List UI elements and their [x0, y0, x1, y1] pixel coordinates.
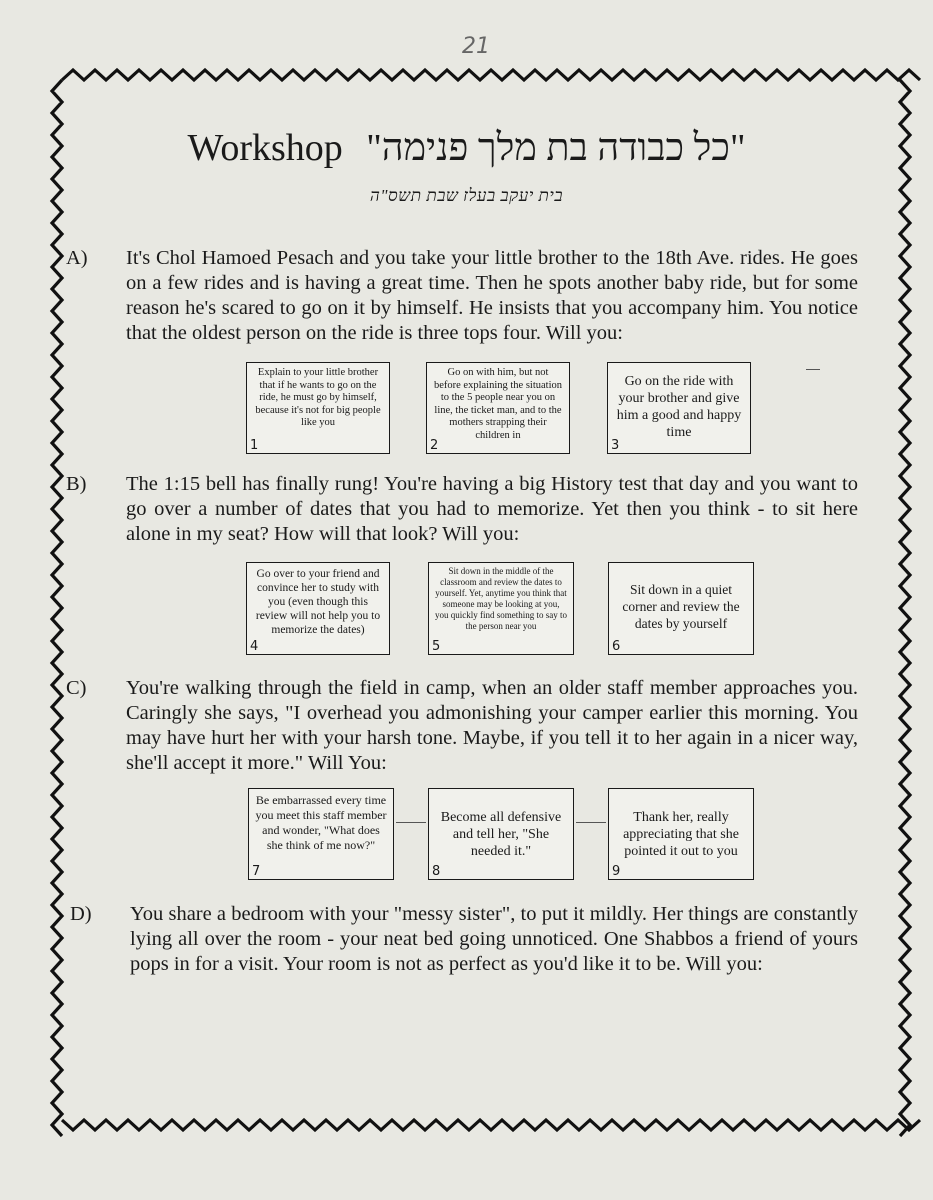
question-b — [66, 472, 858, 547]
divider-mark — [806, 369, 820, 370]
choice-box-9[interactable] — [608, 788, 754, 880]
choice-box-6[interactable] — [608, 562, 754, 655]
choice-text: Become all defensive and tell her, "She needed it." — [440, 810, 562, 859]
choice-number: 5 — [432, 639, 441, 654]
page-title — [0, 126, 933, 170]
choice-number: 4 — [250, 639, 259, 654]
choice-text: Sit down in the middle of the classroom and review the dates to yourself. Yet, anytime you think that someone may be looking at you, you quickly find something to say to the person near you — [435, 566, 567, 631]
choice-box-1[interactable] — [246, 362, 390, 454]
choice-number: 8 — [432, 864, 441, 879]
choice-text: Be embarrassed every time you meet this staff member and wonder, "What does she think of me now?" — [255, 793, 387, 852]
choice-box-8[interactable] — [428, 788, 574, 880]
question-a — [66, 246, 858, 346]
question-text: The 1:15 bell has finally rung! You're having a big History test that day and you want to go over a number of dates that you had to memorize. Yet then you think - to sit here alone in my seat? How will that look? Will you: — [126, 473, 858, 545]
choice-number: 7 — [252, 864, 261, 879]
choice-box-3[interactable] — [607, 362, 751, 454]
choice-number: 1 — [250, 438, 259, 453]
title-hebrew: "כל כבודה בת מלך פנימה" — [366, 127, 746, 169]
choice-text: Go over to your friend and convince her to study with you (even though this review will not help you to memorize the dates) — [255, 568, 381, 636]
question-text: It's Chol Hamoed Pesach and you take your little brother to the 18th Ave. rides. He goes on a few rides and is having a great time. Then he spots another baby ride, but for some reason he's scared to go on it by himself. He insists that you accompany him. You notice that the oldest person on the ride is three tops four. Will you: — [126, 247, 858, 344]
question-text: You're walking through the field in camp, when an older staff member approaches you. Caringly she says, "I overhead you admonishing your camper earlier this morning. You may have hurt her with your harsh tone. Maybe, if you tell it to her again in a nicer way, she'll accept it more." Will You: — [126, 677, 858, 774]
question-label: D) — [70, 903, 92, 925]
question-label: C) — [66, 677, 87, 699]
question-text: You share a bedroom with your "messy sister", to put it mildly. Her things are constantly lying all over the room - your neat bed going unnoticed. One Shabbos a friend of yours pops in for a visit. Your room is not as perfect as you'd like it to be. Will you: — [130, 903, 858, 975]
connector-line — [576, 822, 606, 823]
choice-box-2[interactable] — [426, 362, 570, 454]
choice-number: 2 — [430, 438, 439, 453]
choice-text: Thank her, really appreciating that she pointed it out to you — [623, 810, 739, 859]
choice-text: Explain to your little brother that if he wants to go on the ride, he must go by himself, because it's not for big people like you — [255, 367, 381, 428]
choice-box-5[interactable] — [428, 562, 574, 655]
choice-box-7[interactable] — [248, 788, 394, 880]
title-english: Workshop — [187, 127, 343, 169]
choice-box-4[interactable] — [246, 562, 390, 655]
question-c — [66, 676, 858, 776]
question-d — [70, 902, 858, 977]
choice-number: 6 — [612, 639, 621, 654]
choice-number: 3 — [611, 438, 620, 453]
choice-number: 9 — [612, 864, 621, 879]
choice-text: Sit down in a quiet corner and review the dates by yourself — [622, 582, 740, 631]
page-number: 21 — [462, 34, 490, 59]
choice-text: Go on the ride with your brother and give him a good and happy time — [616, 374, 742, 440]
question-label: A) — [66, 247, 88, 269]
connector-line — [396, 822, 426, 823]
question-label: B) — [66, 473, 87, 495]
subtitle: בית יעקב בעלז שבת תשס"ה — [369, 186, 564, 205]
choice-text: Go on with him, but not before explaining the situation to the 5 people near you on line, the ticket man, and to the mothers strapping their children in — [433, 367, 562, 441]
